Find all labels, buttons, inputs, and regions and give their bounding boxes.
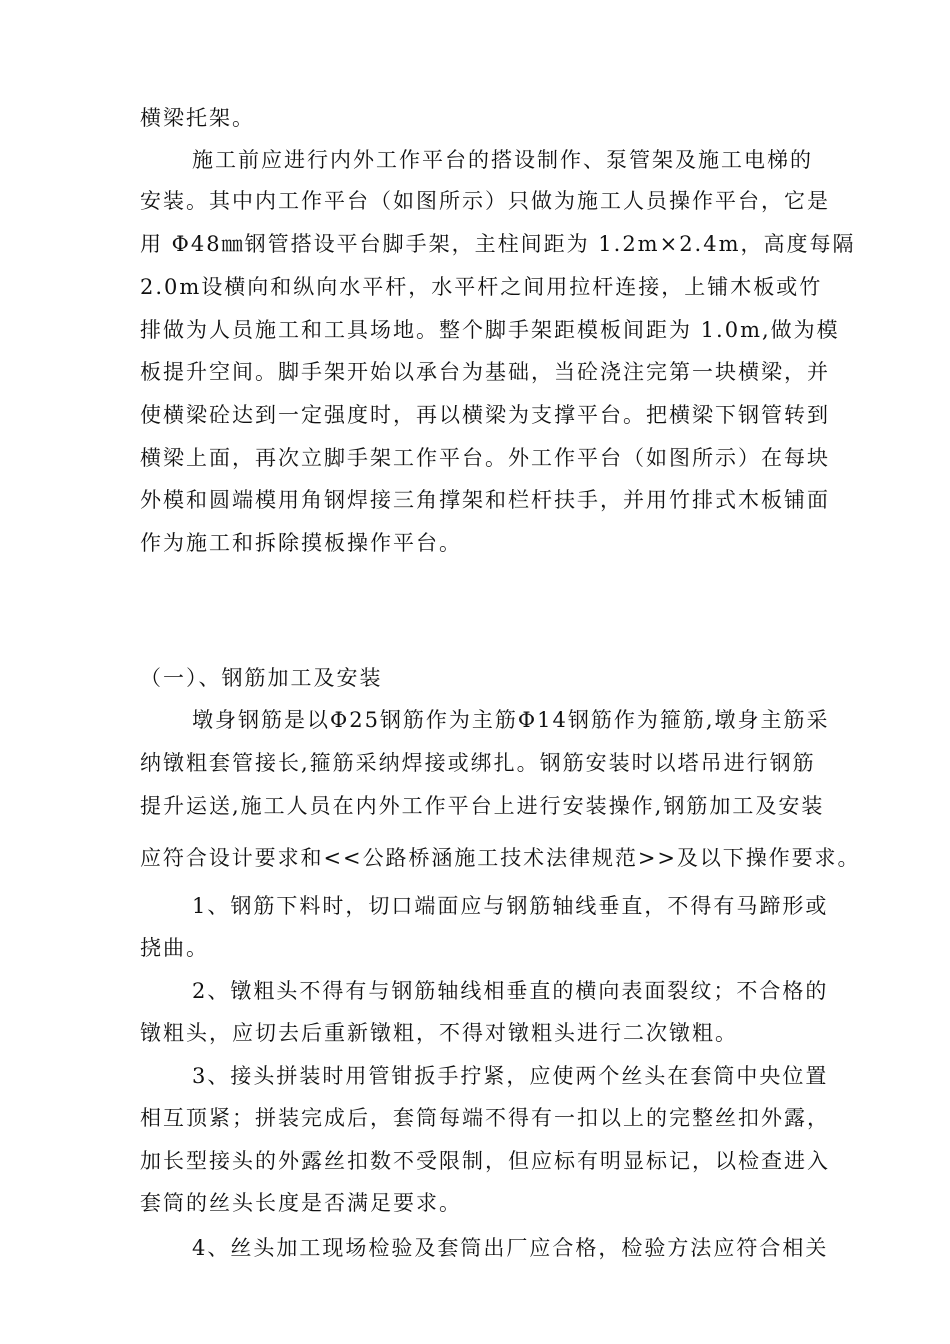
paragraph-line: 提升运送,施工人员在内外工作平台上进行安装操作,钢筋加工及安装 <box>140 794 825 818</box>
list-item-line: 套筒的丝头长度是否满足要求。 <box>140 1191 462 1215</box>
paragraph-line: 2.0m设横向和纵向水平杆，水平杆之间用拉杆连接，上铺木板或竹 <box>140 275 823 299</box>
paragraph-line: 横梁托架。 <box>140 106 255 130</box>
paragraph-line: 纳镦粗套管接长,箍筋采纳焊接或绑扎。钢筋安装时以塔吊进行钢筋 <box>140 751 816 775</box>
paragraph-line: 安装。其中内工作平台（如图所示）只做为施工人员操作平台，它是 <box>140 189 830 213</box>
paragraph-line: 墩身钢筋是以Φ25钢筋作为主筋Φ14钢筋作为箍筋,墩身主筋采 <box>192 708 830 732</box>
paragraph-line: 使横梁砼达到一定强度时，再以横梁为支撑平台。把横梁下钢管转到 <box>140 403 830 427</box>
paragraph-line: 用 Φ48㎜钢管搭设平台脚手架，主柱间距为 1.2m×2.4m，高度每隔 <box>140 232 856 256</box>
list-item-line: 相互顶紧；拼装完成后，套筒每端不得有一扣以上的完整丝扣外露， <box>140 1106 830 1130</box>
list-item-line: 加长型接头的外露丝扣数不受限制，但应标有明显标记，以检查进入 <box>140 1149 830 1173</box>
paragraph-line: 应符合设计要求和<<公路桥涵施工技术法律规范>>及以下操作要求。 <box>140 846 861 870</box>
list-item-line: 1、钢筋下料时，切口端面应与钢筋轴线垂直，不得有马蹄形或 <box>192 894 829 918</box>
paragraph-line: 外模和圆端模用角钢焊接三角撑架和栏杆扶手，并用竹排式木板铺面 <box>140 488 830 512</box>
list-item-line: 2、镦粗头不得有与钢筋轴线相垂直的横向表面裂纹；不合格的 <box>192 979 829 1003</box>
list-item-line: 镦粗头，应切去后重新镦粗，不得对镦粗头进行二次镦粗。 <box>140 1021 738 1045</box>
paragraph-line: 板提升空间。脚手架开始以承台为基础，当砼浇注完第一块横梁，并 <box>140 360 830 384</box>
list-item-line: 4、丝头加工现场检验及套筒出厂应合格，检验方法应符合相关 <box>192 1236 829 1260</box>
paragraph-line: 施工前应进行内外工作平台的搭设制作、泵管架及施工电梯的 <box>192 148 813 172</box>
section-heading: （一）、钢筋加工及安装 <box>140 666 383 690</box>
paragraph-line: 作为施工和拆除摸板操作平台。 <box>140 531 462 555</box>
list-item-line: 挠曲。 <box>140 936 209 960</box>
list-item-line: 3、接头拼装时用管钳扳手拧紧，应使两个丝头在套筒中央位置 <box>192 1064 829 1088</box>
paragraph-line: 排做为人员施工和工具场地。整个脚手架距模板间距为 1.0m,做为模 <box>140 318 840 342</box>
paragraph-line: 横梁上面，再次立脚手架工作平台。外工作平台（如图所示）在每块 <box>140 446 830 470</box>
